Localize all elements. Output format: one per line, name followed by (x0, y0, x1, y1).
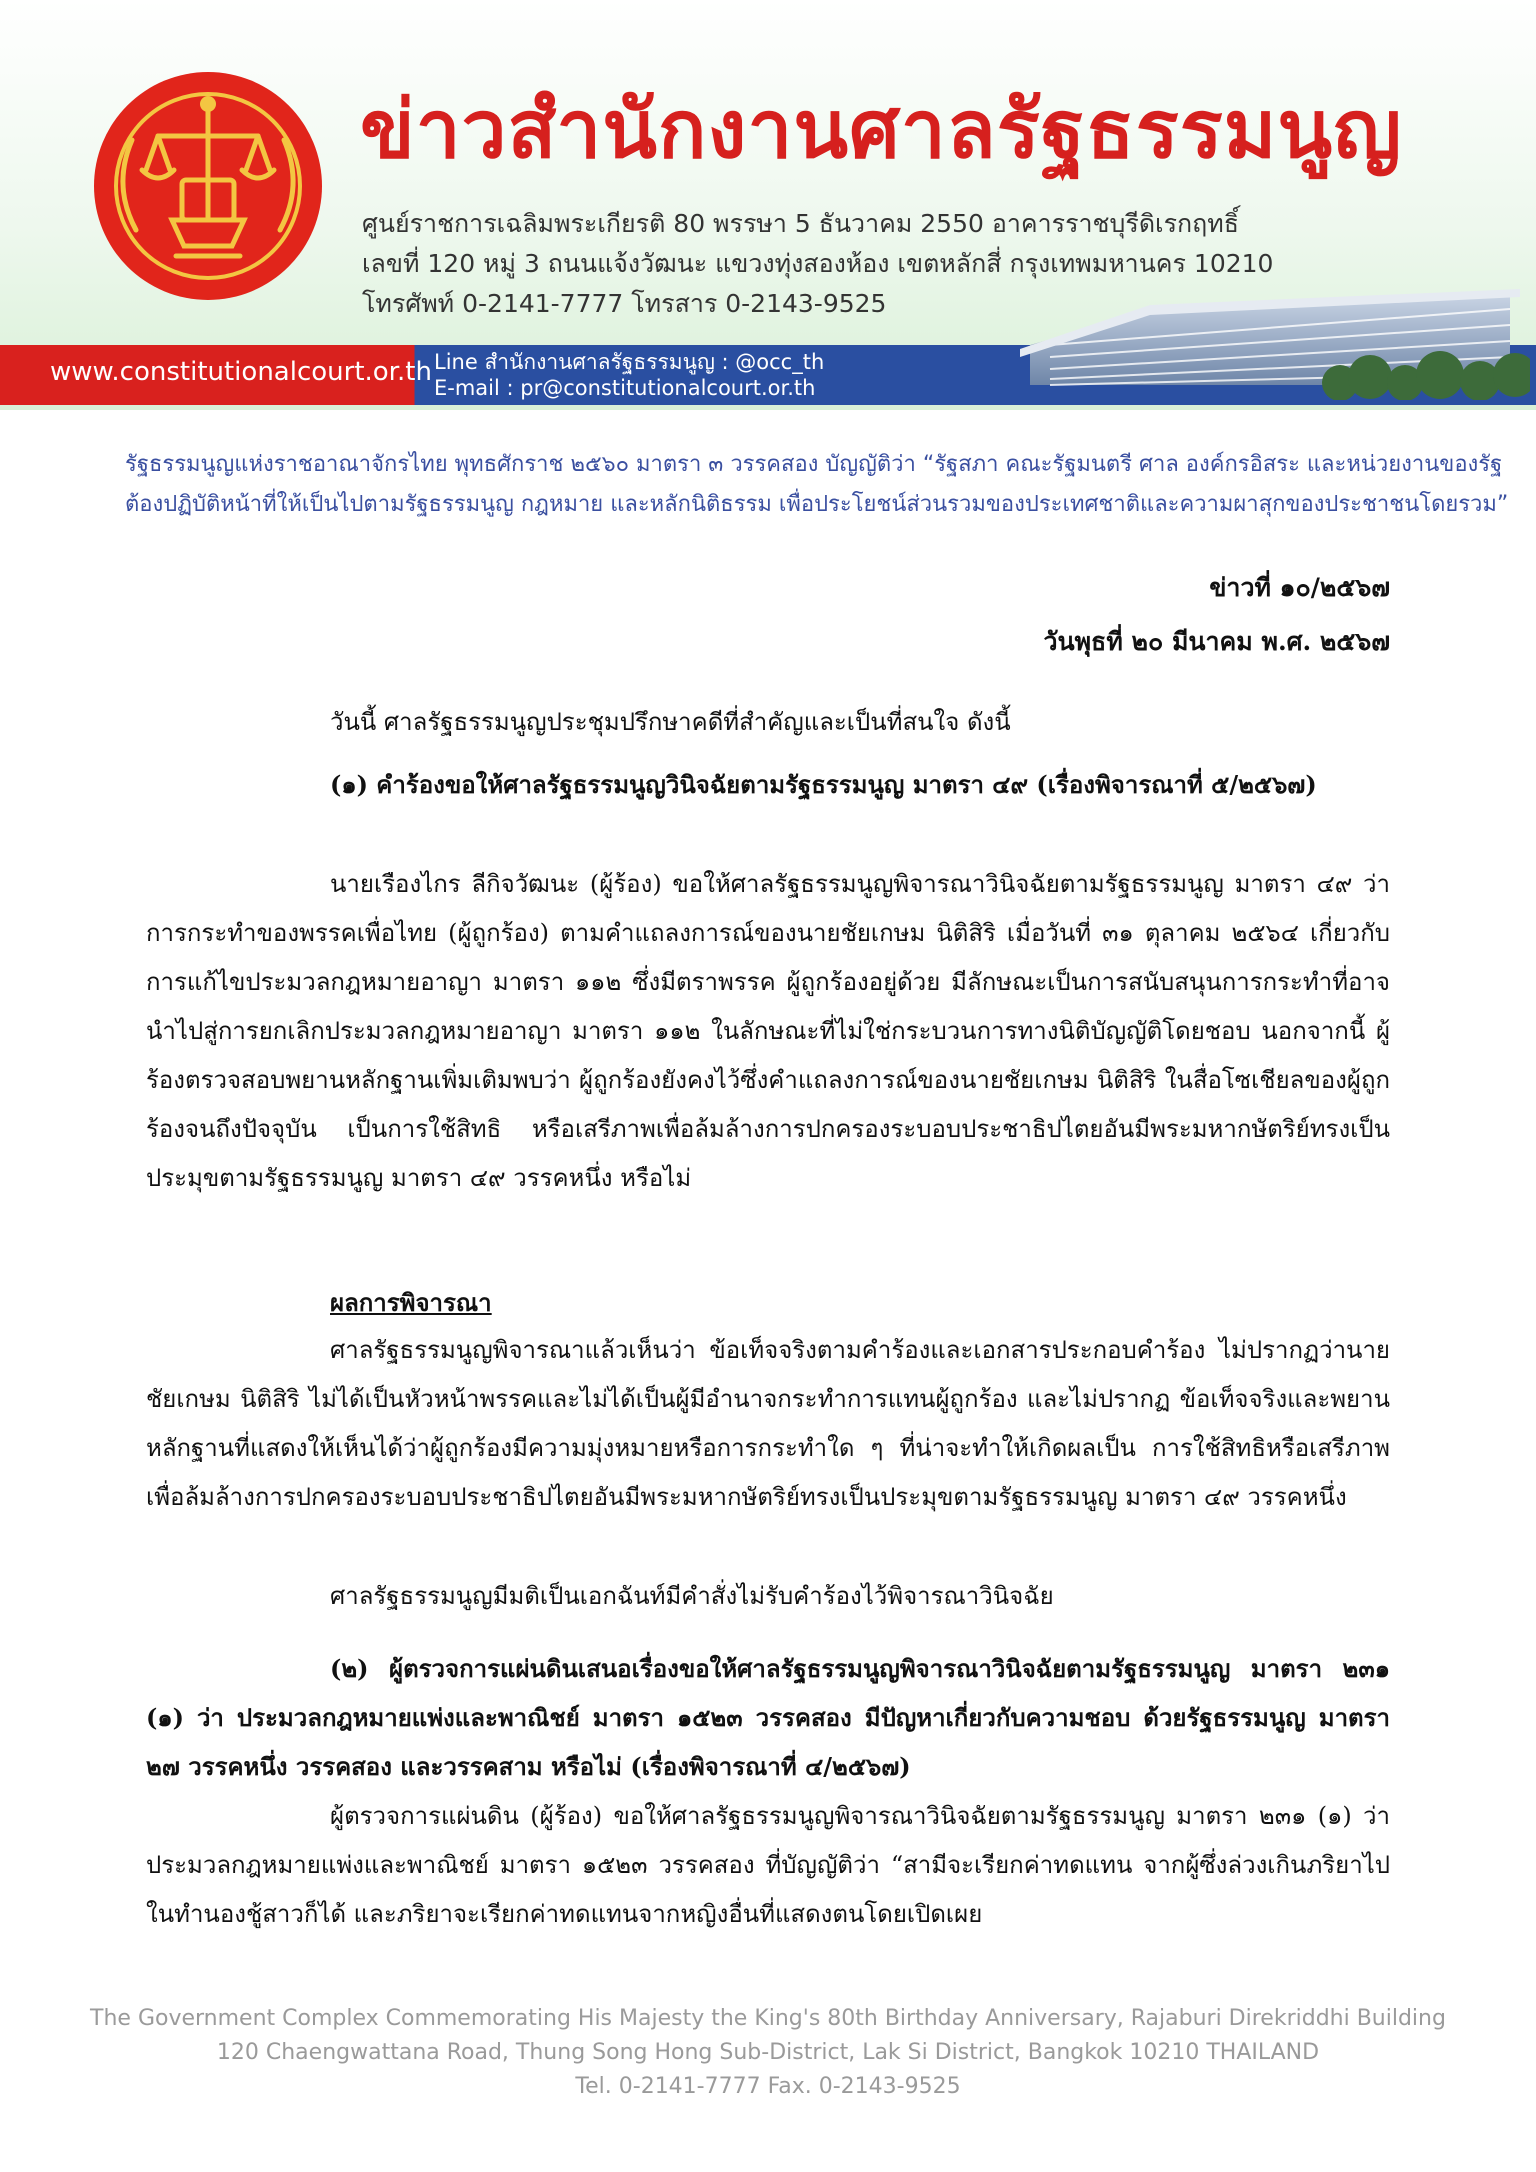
intro-text: วันนี้ ศาลรัฐธรรมนูญประชุมปรึกษาคดีที่สำคัญและเป็นที่สนใจ ดังนี้ (330, 708, 1011, 736)
court-seal-icon (92, 70, 324, 302)
footer-line-3: Tel. 0-2141-7777 Fax. 0-2143-9525 (575, 2074, 961, 2099)
motto-line-1: รัฐธรรมนูญแห่งราชอาณาจักรไทย พุทธศักราช ๒๕๖๐ มาตรา ๓ วรรคสอง บัญญัติว่า “รัฐสภา คณะรัฐมนตรี ศาล องค์กรอิสระ และหน่วยงานของรัฐ (125, 452, 1503, 477)
website-link[interactable]: www.constitutionalcourt.or.th (50, 357, 432, 387)
address-line-3: โทรศัพท์ 0-2141-7777 โทรสาร 0-2143-9525 (362, 289, 887, 318)
news-number: ข่าวที่ ๑๐/๒๕๖๗ (1209, 573, 1390, 602)
news-date: วันพุธที่ ๒๐ มีนาคม พ.ศ. ๒๕๖๗ (1043, 627, 1390, 656)
motto-line-2: ต้องปฏิบัติหน้าที่ให้เป็นไปตามรัฐธรรมนูญ กฎหมาย และหลักนิติธรรม เพื่อประโยชน์ส่วนรวมของประเทศชาติและความผาสุกของประชาชนโดยรวม” (125, 492, 1509, 517)
email-contact[interactable]: E-mail : pr@constitutionalcourt.or.th (434, 376, 816, 400)
footer-line-2: 120 Chaengwattana Road, Thung Song Hong Sub-District, Lak Si District, Bangkok 10210 THAILAND (216, 2040, 1320, 2065)
result-heading: ผลการพิจารณา (330, 1288, 492, 1317)
case2-body: ผู้ตรวจการแผ่นดิน (ผู้ร้อง) ขอให้ศาลรัฐธรรมนูญพิจารณาวินิจฉัยตามรัฐธรรมนูญ มาตรา ๒๓๑ (๑) ว่า ประมวลกฎหมายแพ่งและพาณิชย์ มาตรา ๑๕๒๓ วรรคสอง ที่บัญญัติว่า “สามีจะเรียกค่าทดแทน จากผู้ซึ่งล่วงเกินภริยาไปในทำนองชู้สาวก็ได้ และภริยาจะเรียกค่าทดแทนจากหญิงอื่นที่แสดงตนโดยเปิดเผย (146, 1802, 1390, 1928)
result-order: ศาลรัฐธรรมนูญมีมติเป็นเอกฉันท์มีคำสั่งไม่รับคำร้องไว้พิจารณาวินิจฉัย (330, 1582, 1054, 1610)
line-contact: Line สำนักงานศาลรัฐธรรมนูญ : @occ_th (434, 350, 825, 374)
letterhead-title: ข่าวสำนักงานศาลรัฐธรรมนูญ (360, 83, 1403, 176)
letterhead (0, 0, 1536, 517)
case2-heading: (๒) ผู้ตรวจการแผ่นดินเสนอเรื่องขอให้ศาลรัฐธรรมนูญพิจารณาวินิจฉัยตามรัฐธรรมนูญ มาตรา ๒๓๑ (๑) ว่า ประมวลกฎหมายแพ่งและพาณิชย์ มาตรา ๑๕๒๓ วรรคสอง มีปัญหาเกี่ยวกับความชอบ ด้วยรัฐธรรมนูญ มาตรา ๒๗ วรรคหนึ่ง วรรคสอง และวรรคสาม หรือไม่ (เรื่องพิจารณาที่ ๔/๒๕๖๗) (146, 1654, 1390, 1781)
address-line-1: ศูนย์ราชการเฉลิมพระเกียรติ 80 พรรษา 5 ธันวาคม 2550 อาคารราชบุรีดิเรกฤทธิ์ (362, 209, 1240, 238)
result-body: ศาลรัฐธรรมนูญพิจารณาแล้วเห็นว่า ข้อเท็จจริงตามคำร้องและเอกสารประกอบคำร้อง ไม่ปรากฏว่านายชัยเกษม นิติสิริ ไม่ได้เป็นหัวหน้าพรรคและไม่ได้เป็นผู้มีอำนาจกระทำการแทนผู้ถูกร้อง และไม่ปรากฏ ข้อเท็จจริงและพยานหลักฐานที่แสดงให้เห็นได้ว่าผู้ถูกร้องมีความมุ่งหมายหรือการกระทำใด ๆ ที่น่าจะทำให้เกิดผลเป็น การใช้สิทธิหรือเสรีภาพเพื่อล้มล้างการปกครองระบอบประชาธิปไตยอันมีพระมหากษัตริย์ทรงเป็นประมุขตามรัฐธรรมนูญ มาตรา ๔๙ วรรคหนึ่ง (146, 1336, 1390, 1511)
case1-heading: (๑) คำร้องขอให้ศาลรัฐธรรมนูญวินิจฉัยตามรัฐธรรมนูญ มาตรา ๔๙ (เรื่องพิจารณาที่ ๕/๒๕๖๗) (330, 770, 1317, 799)
footer-line-1: The Government Complex Commemorating His Majesty the King's 80th Birthday Anniversary, Rajaburi Direkriddhi Building (90, 2006, 1446, 2031)
court-building-icon (1010, 275, 1530, 400)
address-line-2: เลขที่ 120 หมู่ 3 ถนนแจ้งวัฒนะ แขวงทุ่งสองห้อง เขตหลักสี่ กรุงเทพมหานคร 10210 (362, 249, 1274, 278)
case1-body: นายเรืองไกร ลีกิจวัฒนะ (ผู้ร้อง) ขอให้ศาลรัฐธรรมนูญพิจารณาวินิจฉัยตามรัฐธรรมนูญ มาตรา ๔๙ ว่า การกระทำของพรรคเพื่อไทย (ผู้ถูกร้อง) ตามคำแถลงการณ์ของนายชัยเกษม นิติสิริ เมื่อวันที่ ๓๑ ตุลาคม ๒๕๖๔ เกี่ยวกับการแก้ไขประมวลกฎหมายอาญา มาตรา ๑๑๒ ซึ่งมีตราพรรค ผู้ถูกร้องอยู่ด้วย มีลักษณะเป็นการสนับสนุนการกระทำที่อาจนำไปสู่การยกเลิกประมวลกฎหมายอาญา มาตรา ๑๑๒ ในลักษณะที่ไม่ใช่กระบวนการทางนิติบัญญัติโดยชอบ นอกจากนี้ ผู้ร้องตรวจสอบพยานหลักฐานเพิ่มเติมพบว่า ผู้ถูกร้องยังคงไว้ซึ่งคำแถลงการณ์ของนายชัยเกษม นิติสิริ ในสื่อโซเชียลของผู้ถูกร้องจนถึงปัจจุบัน เป็นการใช้สิทธิ หรือเสรีภาพเพื่อล้มล้างการปกครองระบอบประชาธิปไตยอันมีพระมหากษัตริย์ทรงเป็นประมุขตามรัฐธรรมนูญ มาตรา ๔๙ วรรคหนึ่ง หรือไม่ (146, 870, 1390, 1192)
